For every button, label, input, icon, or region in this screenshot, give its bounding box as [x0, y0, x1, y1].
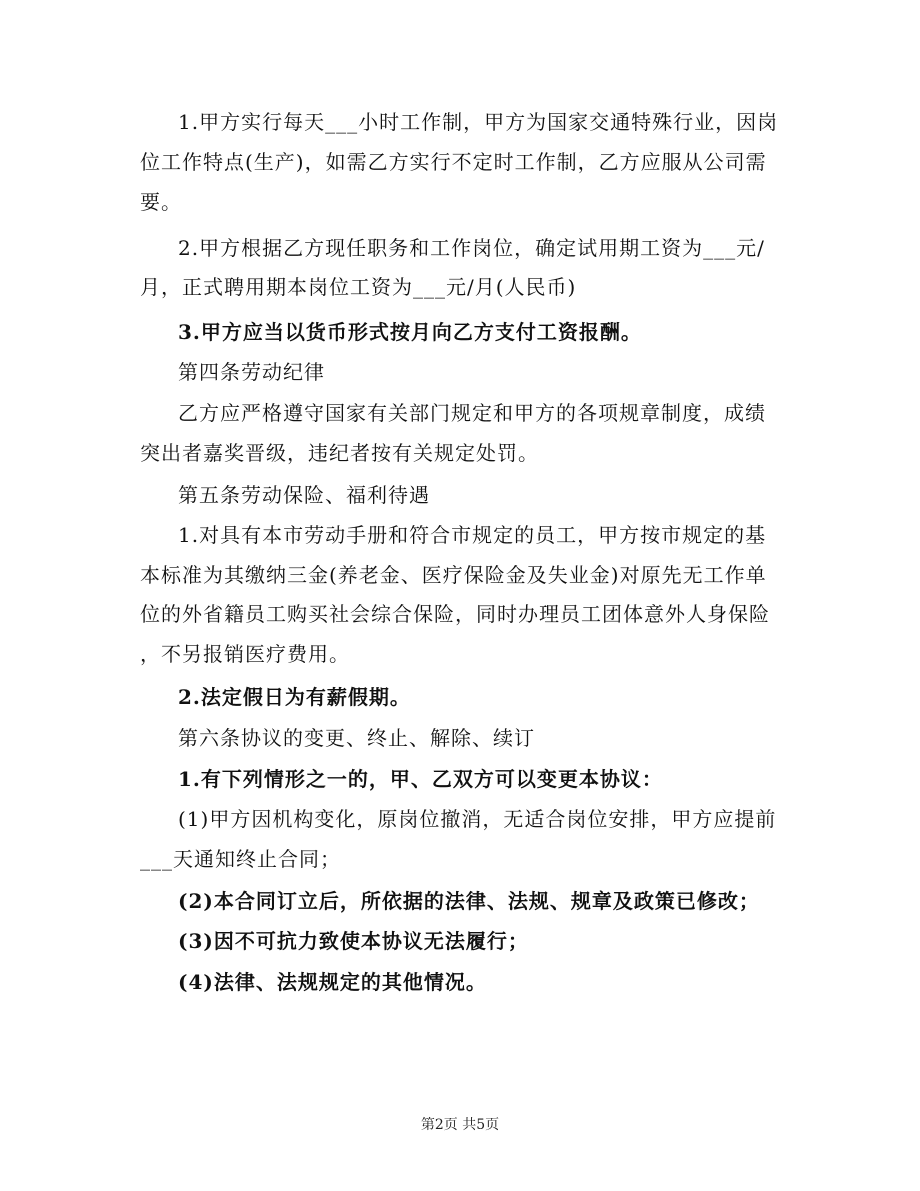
insurance-line-3: 位的外省籍员工购买社会综合保险，同时办理员工团体意外人身保险	[140, 602, 770, 626]
paragraph-1-line-2: 位工作特点(生产)，如需乙方实行不定时工作制，乙方应服从公司需	[140, 150, 767, 174]
paragraph-1-line-1: 1.甲方实行每天___小时工作制，甲方为国家交通特殊行业，因岗	[178, 110, 779, 134]
item-4: (4)法律、法规规定的其他情况。	[178, 970, 487, 994]
change-conditions-intro: 1.有下列情形之一的，甲、乙双方可以变更本协议：	[178, 767, 663, 791]
insurance-line-1: 1.对具有本市劳动手册和符合市规定的员工，甲方按市规定的基	[178, 523, 767, 547]
item-1-line-1: (1)甲方因机构变化，原岗位撤消，无适合岗位安排，甲方应提前	[178, 807, 777, 831]
page-number-footer: 第2页 共5页	[420, 1117, 500, 1133]
item-3: (3)因不可抗力致使本协议无法履行；	[178, 929, 529, 953]
insurance-line-2: 本标准为其缴纳三金(养老金、医疗保险金及失业金)对原先无工作单	[140, 563, 767, 587]
discipline-line-2: 突出者嘉奖晋级，违纪者按有关规定处罚。	[140, 441, 539, 465]
paragraph-2-line-2: 月，正式聘用期本岗位工资为___元/月(人民币)	[140, 275, 577, 299]
item-2: (2)本合同订立后，所依据的法律、法规、规章及政策已修改；	[178, 889, 760, 913]
holidays-paragraph: 2.法定假日为有薪假期。	[178, 685, 411, 709]
paragraph-1-line-3: 要。	[140, 190, 182, 214]
item-1-line-2: ___天通知终止合同；	[140, 847, 341, 871]
discipline-line-1: 乙方应严格遵守国家有关部门规定和甲方的各项规章制度，成绩	[178, 401, 766, 425]
insurance-line-4: ，不另报销医疗费用。	[140, 642, 350, 666]
paragraph-2-line-1: 2.甲方根据乙方现任职务和工作岗位，确定试用期工资为___元/	[178, 236, 765, 260]
heading-article-4: 第四条劳动纪律	[178, 360, 325, 384]
heading-article-6: 第六条协议的变更、终止、解除、续订	[178, 726, 535, 750]
heading-article-5: 第五条劳动保险、福利待遇	[178, 483, 430, 507]
paragraph-3: 3.甲方应当以货币形式按月向乙方支付工资报酬。	[178, 320, 642, 344]
